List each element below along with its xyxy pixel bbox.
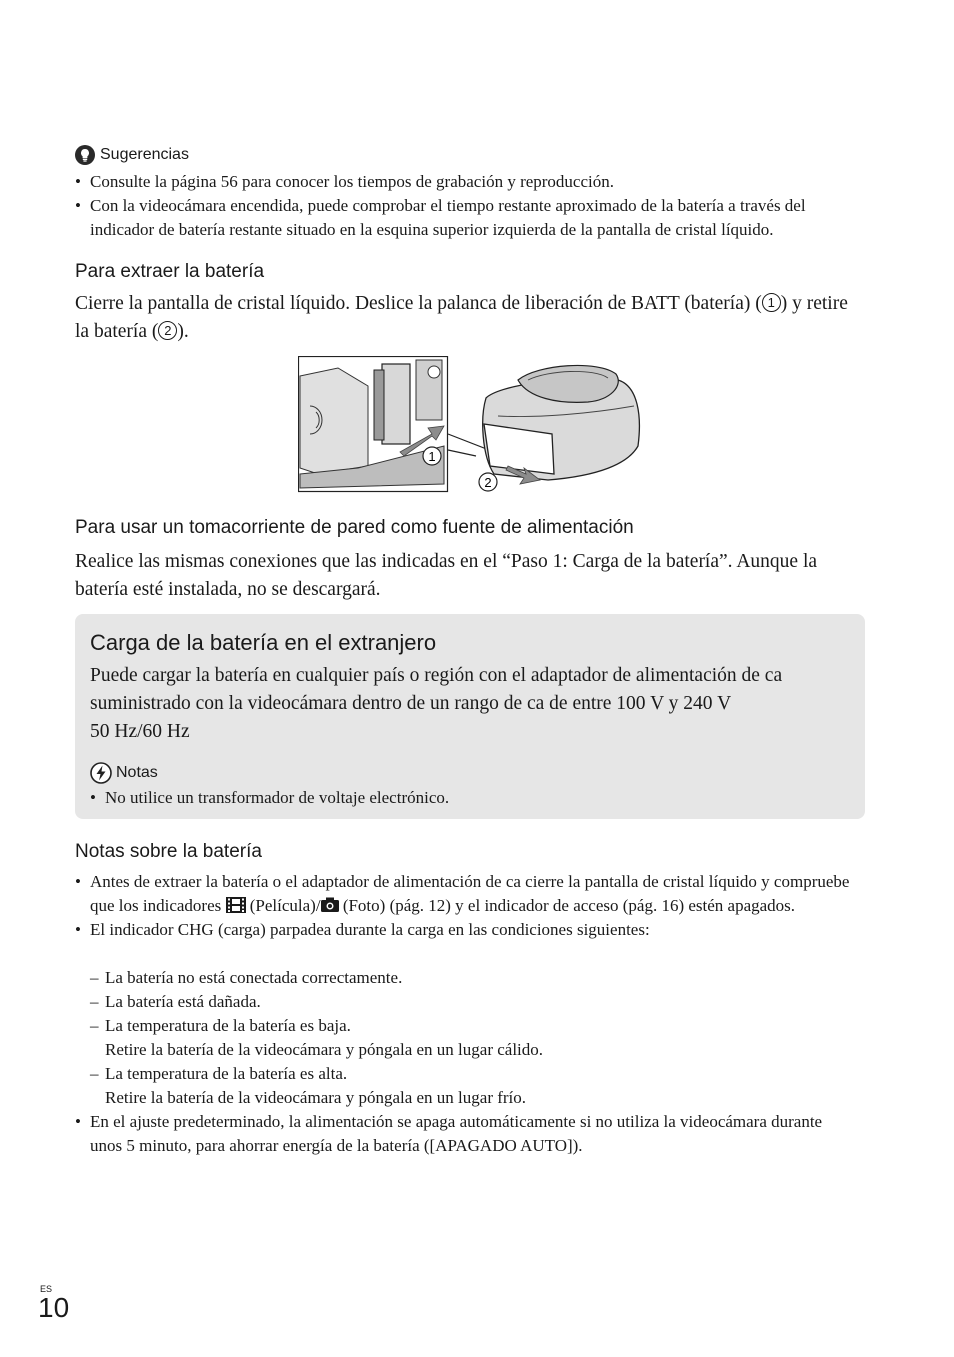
chg-conditions-list-2 xyxy=(90,1062,850,1086)
chg-condition-item: – La temperatura de la batería es alta. xyxy=(90,1062,850,1086)
item1-text-b: (Película)/ xyxy=(249,896,321,915)
chg-conditions-list xyxy=(90,966,850,1038)
battery-notes-list-2 xyxy=(75,1110,855,1158)
tips-list xyxy=(75,170,870,242)
wall-outlet-heading: Para usar un tomacorriente de pared como fuente de alimentación xyxy=(75,517,634,538)
chg-condition-item: – La temperatura de la batería es baja. xyxy=(90,1014,850,1038)
battery-notes-item xyxy=(75,870,870,918)
item1-text-c: (Foto) (pág. 12) y el indicador de acceso (pág. 16) estén apagados. xyxy=(342,896,796,915)
figure-marker-2: 2 xyxy=(484,475,492,490)
battery-notes-item: • En el ajuste predeterminado, la alimentación se apaga automáticamente si no utiliza la videocámara durante unos 5 minuto, para ahorrar energía de la batería ([APAGADO AUTO]). xyxy=(75,1110,855,1158)
item1-text-a: Antes de extraer la batería o el adaptador de alimentación de ca cierre la pantalla de cristal líquido y compruebe que los indicadores xyxy=(90,872,850,915)
notes-heading xyxy=(90,762,158,784)
movie-icon xyxy=(226,897,246,913)
battery-removal-illustration xyxy=(298,356,646,494)
remove-text-2: ) y retire la batería ( xyxy=(75,293,848,342)
battery-removal-figure xyxy=(298,356,646,494)
page-language: ES xyxy=(40,1284,53,1294)
tips-heading-text: Sugerencias xyxy=(100,146,189,163)
lightbulb-icon xyxy=(75,145,95,165)
chg-followup-cold: Retire la batería de la videocámara y póngala en un lugar frío. xyxy=(105,1088,527,1107)
camera-icon xyxy=(321,897,339,912)
marker-2: 2 xyxy=(158,321,177,340)
remove-battery-text xyxy=(75,290,865,346)
wall-outlet-text: Realice las mismas conexiones que las indicadas en el “Paso 1: Carga de la batería”. Aunque la batería esté instalada, no se descargará. xyxy=(75,551,818,600)
battery-notes-heading: Notas sobre la batería xyxy=(75,841,262,862)
chg-followup-warm: Retire la batería de la videocámara y póngala en un lugar cálido. xyxy=(105,1040,544,1059)
tips-item: • Consulte la página 56 para conocer los tiempos de grabación y reproducción. xyxy=(75,170,870,194)
charging-abroad-text: Puede cargar la batería en cualquier país o región con el adaptador de alimentación de ca suministrado con la videocámara dentro de un rango de ca de entre 100 V y 240 V xyxy=(90,665,783,714)
remove-text-1: Cierre la pantalla de cristal líquido. Deslice la palanca de liberación de BATT (batería) ( xyxy=(75,293,762,314)
remove-battery-heading: Para extraer la batería xyxy=(75,261,265,282)
chg-condition-item: – La batería no está conectada correctamente. xyxy=(90,966,850,990)
remove-text-3: ). xyxy=(177,321,189,342)
chg-condition-item: – La batería está dañada. xyxy=(90,990,850,1014)
charging-abroad-text-line2: 50 Hz/60 Hz xyxy=(90,721,190,742)
battery-notes-list xyxy=(75,870,870,942)
notes-list xyxy=(90,786,850,810)
battery-notes-item: • El indicador CHG (carga) parpadea durante la carga en las condiciones siguientes: xyxy=(75,918,870,942)
page-number: 10 xyxy=(38,1292,70,1323)
figure-marker-1: 1 xyxy=(428,449,436,464)
warning-bolt-icon xyxy=(90,762,112,784)
marker-1: 1 xyxy=(762,293,781,312)
charging-abroad-heading: Carga de la batería en el extranjero xyxy=(90,630,437,655)
tips-item: • Con la videocámara encendida, puede comprobar el tiempo restante aproximado de la batería a través del indicador de batería restante situado en la esquina superior izquierda de la pantalla de cristal líquido. xyxy=(75,194,870,242)
notes-heading-text: Notas xyxy=(116,764,158,781)
tips-heading xyxy=(75,145,189,165)
notes-item: • No utilice un transformador de voltaje electrónico. xyxy=(90,786,850,810)
